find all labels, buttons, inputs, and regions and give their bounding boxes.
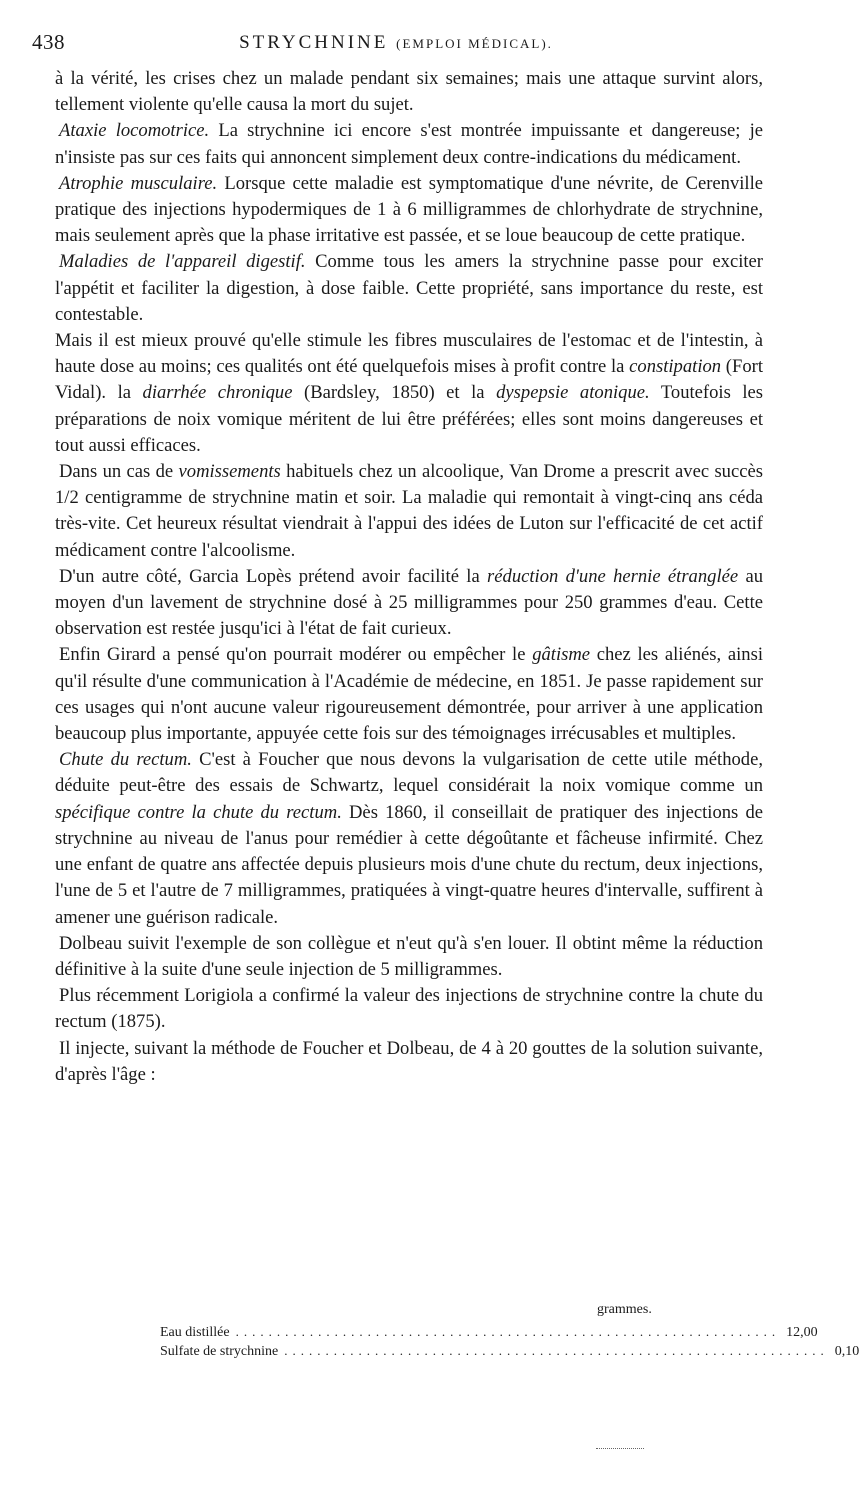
paragraph bbox=[55, 642, 763, 747]
ingredient-quantity: 12,00 bbox=[786, 1325, 818, 1340]
emphasis: gâtisme bbox=[532, 644, 591, 666]
paragraph-text: Plus récemment Lorigiola a confirmé la valeur des injections de strychnine contre la chute du rectum (1875). bbox=[55, 985, 763, 1033]
paragraph bbox=[55, 931, 763, 983]
ingredient-quantity: 0,10 bbox=[834, 1344, 859, 1359]
paragraph bbox=[55, 249, 763, 328]
paragraph bbox=[55, 564, 763, 643]
paragraph bbox=[55, 328, 763, 459]
paragraph-text: Comme tous les amers la strychnine passe pour exciter l'appétit et faciliter la digestion, à dose faible. Cette propriété, sans importance du reste, est contestable. bbox=[55, 251, 763, 325]
paragraph-text: La strychnine ici encore s'est montrée impuissante et dangereuse; je n'insiste pas sur ces faits qui annoncent simplement deux contre-indications du médicament. bbox=[55, 120, 763, 168]
emphasis: constipation bbox=[629, 356, 722, 378]
paragraph-text: C'est à Foucher que nous devons la vulgarisation de cette utile méthode, déduite peut-être des essais de Schwartz, lequel considérait la noix vomique comme un bbox=[55, 749, 763, 797]
paragraph bbox=[55, 747, 763, 930]
ingredient-label: Sulfate de strychnine bbox=[160, 1344, 279, 1359]
paragraph-text: au moyen d'un lavement de strychnine dosé à 25 milligrammes pour 250 grammes d'eau. Cette observation est restée jusqu'ici à l'état de fait curieux. bbox=[55, 565, 763, 640]
paragraph bbox=[55, 1036, 763, 1088]
emphasis: spécifique contre la chute du rectum. bbox=[55, 801, 342, 823]
paragraph-text: chez les aliénés, ainsi qu'il résulte d'une communication à l'Académie de médecine, en 1851. Je passe rapidement sur ces usages qui n'ont aucune valeur rigoureusement démontrée, pour arriver à une application beaucoup plus importante, appuyée cette fois sur des témoignages irrécusables et multiples. bbox=[55, 644, 763, 745]
paragraph bbox=[55, 983, 763, 1035]
paragraph-text: Mais il est mieux prouvé qu'elle stimule les fibres musculaires de l'estomac et de l'intestin, à haute dose au moins; ces qualités ont été quelquefois mises à profit contre la bbox=[55, 330, 763, 378]
page-end-rule bbox=[596, 1448, 644, 1449]
section-title: Chute du rectum. bbox=[59, 749, 192, 771]
running-title: STRYCHNINE bbox=[239, 32, 389, 53]
paragraph-text: (Fort Vidal). la bbox=[55, 356, 763, 404]
paragraph-text: Enfin Girard a pensé qu'on pourrait modérer ou empêcher le bbox=[59, 644, 533, 666]
paragraph-text: Lorsque cette maladie est symptomatique d'une névrite, de Cerenville pratique des injections hypodermiques de 1 à 6 milligrammes de chlorhydrate de strychnine, mais seulement après que la phase irritative est passée, et se loue beaucoup de cette pratique. bbox=[55, 172, 763, 247]
emphasis: diarrhée chronique bbox=[142, 382, 293, 404]
body-text bbox=[55, 66, 763, 1088]
section-title: Ataxie locomotrice. bbox=[59, 120, 210, 142]
section-title: Maladies de l'appareil digestif. bbox=[59, 251, 306, 273]
paragraph-text: Dès 1860, il conseillait de pratiquer des injections de strychnine au niveau de l'anus pour remédier à cette dégoûtante et fâcheuse infirmité. Chez une enfant de quatre ans affectée depuis plusieurs mois d'une chute du rectum, deux injections, l'une de 5 et l'autre de 7 milligrammes, pratiquées à vingt-quatre heures d'intervalle, suffirent à amener une guérison radicale. bbox=[55, 801, 763, 928]
paragraph-text: Dolbeau suivit l'exemple de son collègue et n'eut qu'à s'en louer. Il obtint même la réduction définitive à la suite d'une seule injection de 5 milligrammes. bbox=[55, 932, 763, 980]
leader-dots: .................................................................. bbox=[284, 1343, 829, 1358]
ingredient-label: Eau distillée bbox=[160, 1325, 230, 1340]
paragraph-text: D'un autre côté, Garcia Lopès prétend avoir facilité la bbox=[59, 565, 488, 587]
page-number: 438 bbox=[32, 30, 65, 54]
paragraph bbox=[55, 459, 763, 564]
running-head bbox=[32, 32, 760, 54]
paragraph-text: Dans un cas de bbox=[59, 461, 179, 483]
paragraph bbox=[55, 66, 763, 118]
section-title: Atrophie musculaire. bbox=[59, 172, 218, 194]
paragraph-text: habituels chez un alcoolique, Van Drome a prescrit avec succès 1/2 centigramme de strychnine matin et soir. La maladie qui remontait à vingt-cinq ans céda très-vite. Cet heureux résultat viendrait à l'appui des idées de Luton sur l'efficacité de cet actif médicament contre l'alcoolisme. bbox=[55, 461, 763, 561]
emphasis: réduction d'une hernie étranglée bbox=[487, 565, 739, 587]
paragraph bbox=[55, 171, 763, 250]
emphasis: vomissements bbox=[178, 461, 281, 483]
paragraph-text: à la vérité, les crises chez un malade pendant six semaines; mais une attaque survint alors, tellement violente qu'elle causa la mort du sujet. bbox=[55, 68, 763, 116]
paragraph bbox=[55, 118, 763, 170]
page-header bbox=[32, 30, 760, 60]
paragraph-text: Il injecte, suivant la méthode de Foucher et Dolbeau, de 4 à 20 gouttes de la solution suivante, d'après l'âge : bbox=[55, 1037, 763, 1085]
leader-dots: .................................................................. bbox=[235, 1324, 781, 1339]
emphasis: dyspepsie atonique. bbox=[496, 382, 650, 404]
paragraph-text: Toutefois les préparations de noix vomique méritent de lui être préférées; elles sont moins dangereuses et tout aussi efficaces. bbox=[55, 382, 764, 456]
formula-unit-header: grammes. bbox=[597, 1302, 652, 1317]
formula-row bbox=[160, 1324, 818, 1341]
running-subtitle: (EMPLOI MÉDICAL). bbox=[396, 36, 553, 51]
formula-row bbox=[160, 1343, 859, 1360]
paragraph-text: (Bardsley, 1850) et la bbox=[292, 382, 497, 404]
